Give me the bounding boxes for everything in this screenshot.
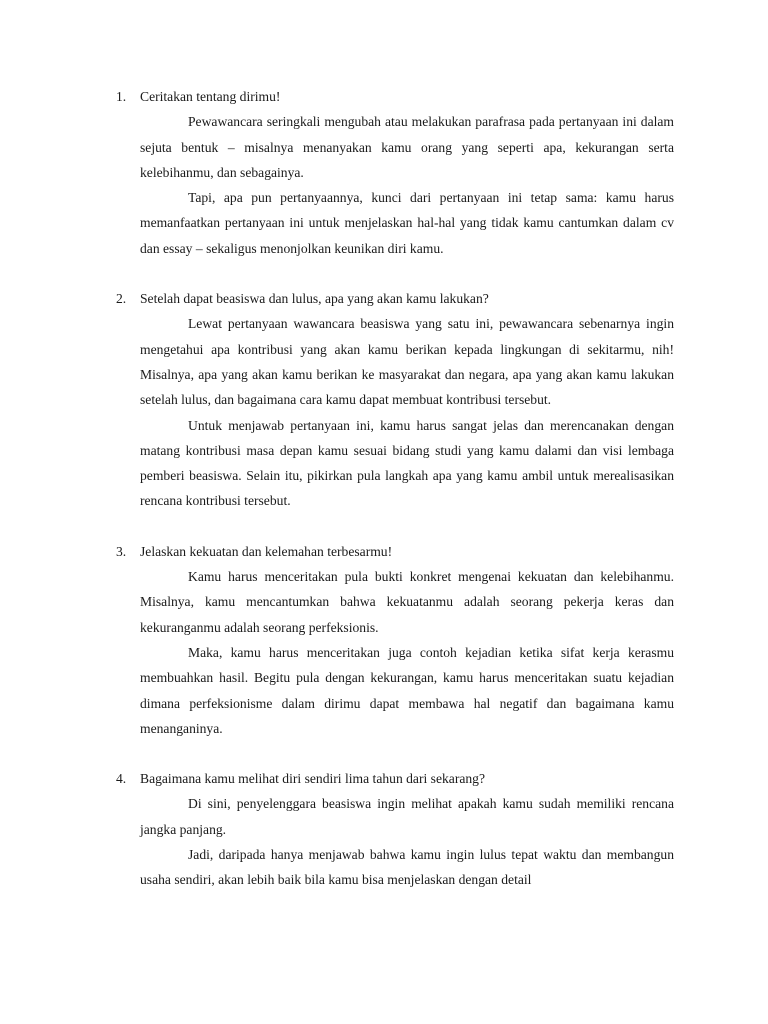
question-heading: [116, 539, 674, 564]
question-number: 4.: [116, 771, 127, 787]
question-2: [116, 286, 674, 514]
question-title: Bagaimana kamu melihat diri sendiri lima tahun dari sekarang?: [140, 771, 486, 787]
question-heading: [116, 84, 674, 109]
answer-paragraph: Pewawancara seringkali mengubah atau melakukan parafrasa pada pertanyaan ini dalam sejuta bentuk – misalnya menanyakan kamu orang yang seperti apa, kekurangan serta kelebihanmu, dan sebagainya.: [140, 114, 674, 180]
document-body: [116, 84, 674, 918]
answer-paragraph: Maka, kamu harus menceritakan juga contoh kejadian ketika sifat kerja kerasmu membuahkan hasil. Begitu pula dengan kekurangan, kamu harus menceritakan suatu kejadian dimana perfeksionisme dalam dirimu dapat membawa hal negatif dan bagaimana kamu menanganinya.: [140, 644, 674, 736]
answer-paragraph: Kamu harus menceritakan pula bukti konkret mengenai kekuatan dan kelebihanmu. Misalnya, kamu mencantumkan bahwa kekuatanmu adalah seorang pekerja keras dan kekuranganmu adalah seorang perfeksionis.: [140, 569, 674, 635]
question-1: [116, 84, 674, 261]
answer-paragraph: Lewat pertanyaan wawancara beasiswa yang satu ini, pewawancara sebenarnya ingin mengetahui apa kontribusi yang akan kamu berikan kepada lingkungan di sekitarmu, nih! Misalnya, apa yang akan kamu berikan ke masyarakat dan negara, apa yang akan kamu lakukan setelah lulus, dan bagaimana cara kamu dapat membuat kontribusi tersebut.: [140, 316, 674, 408]
answer-paragraph: Jadi, daripada hanya menjawab bahwa kamu ingin lulus tepat waktu dan membangun usaha sendiri, akan lebih baik bila kamu bisa menjelaskan dengan detail: [140, 847, 674, 888]
question-heading: [116, 286, 674, 311]
question-4: [116, 766, 674, 892]
question-number: 3.: [116, 543, 127, 559]
question-3: [116, 539, 674, 741]
answer-paragraph: Tapi, apa pun pertanyaannya, kunci dari pertanyaan ini tetap sama: kamu harus memanfaatkan pertanyaan ini untuk menjelaskan hal-hal yang tidak kamu cantumkan dalam cv dan essay – sekaligus menonjolkan keunikan diri kamu.: [140, 190, 674, 256]
question-number: 1.: [116, 89, 127, 104]
question-title: Setelah dapat beasiswa dan lulus, apa yang akan kamu lakukan?: [140, 291, 489, 307]
answer-paragraph: Untuk menjawab pertanyaan ini, kamu harus sangat jelas dan merencanakan dengan matang kontribusi masa depan kamu sesuai bidang studi yang kamu dalami dan visi lembaga pemberi beasiswa. Selain itu, pikirkan pula langkah apa yang kamu ambil untuk merealisasikan rencana kontribusi tersebut.: [140, 417, 674, 509]
question-title: Jelaskan kekuatan dan kelemahan terbesarmu!: [140, 543, 393, 559]
answer-paragraph: Di sini, penyelenggara beasiswa ingin melihat apakah kamu sudah memiliki rencana jangka panjang.: [140, 796, 674, 837]
question-heading: [116, 766, 674, 791]
question-number: 2.: [116, 291, 127, 307]
question-title: Ceritakan tentang dirimu!: [140, 89, 281, 104]
